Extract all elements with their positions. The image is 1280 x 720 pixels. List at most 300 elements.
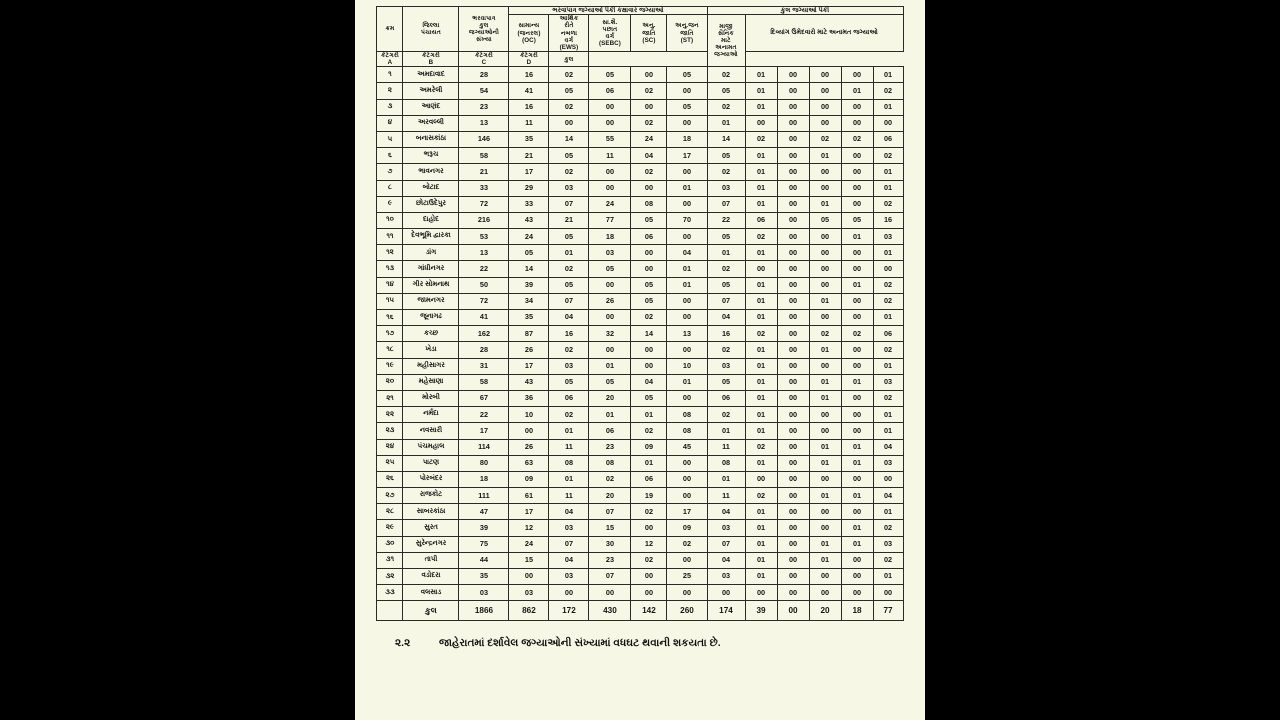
cell-exserviceman: 174 xyxy=(707,601,745,621)
cell-sebc: 02 xyxy=(589,471,631,487)
cell-sr: ૧૧ xyxy=(377,229,403,245)
cell-pwd-total: 01 xyxy=(873,310,903,326)
cell-district: આણંદ xyxy=(403,99,459,115)
cell-cat-a: 01 xyxy=(745,83,777,99)
cell-district: મહીસાગર xyxy=(403,358,459,374)
cell-ews: 08 xyxy=(549,455,589,471)
cell-exserviceman: 05 xyxy=(707,277,745,293)
cell-oc: 26 xyxy=(509,342,549,358)
cell-st: 17 xyxy=(667,504,707,520)
cell-pwd-total: 02 xyxy=(873,552,903,568)
cell-oc: 21 xyxy=(509,148,549,164)
header-ews xyxy=(549,15,589,52)
header-cat-a xyxy=(377,51,403,66)
cell-cat-a: 01 xyxy=(745,196,777,212)
table-row xyxy=(377,83,903,99)
cell-st: 00 xyxy=(667,196,707,212)
cell-district: નવસારી xyxy=(403,423,459,439)
header-ews-line4: વર્ગ xyxy=(564,36,574,44)
header-district-line1: જિલ્લા xyxy=(422,21,440,29)
cell-st: 00 xyxy=(667,552,707,568)
cell-oc: 35 xyxy=(509,131,549,147)
cell-ews: 04 xyxy=(549,504,589,520)
header-cat-c-line2: C xyxy=(481,59,487,67)
cell-total-posts: 22 xyxy=(459,261,509,277)
cell-total-posts: 146 xyxy=(459,131,509,147)
table-row xyxy=(377,569,903,585)
cell-cat-c: 20 xyxy=(809,601,841,621)
header-st-line1: અનુ.જન xyxy=(675,22,699,30)
cell-sebc: 05 xyxy=(589,374,631,390)
header-cat-b xyxy=(403,51,459,66)
cell-cat-b: 00 xyxy=(777,196,809,212)
cell-cat-a: 02 xyxy=(745,229,777,245)
cell-pwd-total: 04 xyxy=(873,439,903,455)
cell-oc: 00 xyxy=(509,569,549,585)
cell-pwd-total: 03 xyxy=(873,374,903,390)
cell-district: સાબરકાંઠા xyxy=(403,504,459,520)
cell-oc: 41 xyxy=(509,83,549,99)
cell-sebc: 30 xyxy=(589,536,631,552)
cell-total-posts: 114 xyxy=(459,439,509,455)
cell-cat-a: 01 xyxy=(745,180,777,196)
cell-oc: 24 xyxy=(509,536,549,552)
table-body xyxy=(377,67,903,621)
cell-total-posts: 31 xyxy=(459,358,509,374)
cell-sc: 05 xyxy=(631,390,667,406)
cell-total-posts: 17 xyxy=(459,423,509,439)
cell-cat-d: 00 xyxy=(841,390,873,406)
cell-exserviceman: 03 xyxy=(707,358,745,374)
cell-sc: 00 xyxy=(631,245,667,261)
cell-cat-a: 01 xyxy=(745,520,777,536)
cell-district: જૂનાગઢ xyxy=(403,310,459,326)
header-sc-line1: અનુ. xyxy=(642,22,656,30)
cell-st: 08 xyxy=(667,407,707,423)
cell-sc: 12 xyxy=(631,536,667,552)
cell-exserviceman: 04 xyxy=(707,310,745,326)
cell-total-posts: 41 xyxy=(459,310,509,326)
cell-ews: 02 xyxy=(549,99,589,115)
cell-sebc: 00 xyxy=(589,342,631,358)
cell-pwd-total: 04 xyxy=(873,488,903,504)
cell-oc: 87 xyxy=(509,326,549,342)
cell-cat-c: 01 xyxy=(809,488,841,504)
cell-cat-d: 00 xyxy=(841,552,873,568)
cell-sc: 24 xyxy=(631,131,667,147)
header-sebc-line3: વર્ગ xyxy=(605,33,615,41)
cell-ews: 02 xyxy=(549,261,589,277)
header-ex-line1: માજી xyxy=(719,22,733,30)
cell-district: છોટાઉદેપુર xyxy=(403,196,459,212)
cell-ews: 07 xyxy=(549,536,589,552)
cell-sr: ૨૫ xyxy=(377,455,403,471)
cell-pwd-total: 03 xyxy=(873,455,903,471)
cell-sc: 00 xyxy=(631,67,667,83)
cell-sebc: 00 xyxy=(589,585,631,601)
cell-oc: 29 xyxy=(509,180,549,196)
cell-oc: 17 xyxy=(509,358,549,374)
cell-district: જામનગર xyxy=(403,293,459,309)
cell-sr: ૨૬ xyxy=(377,471,403,487)
cell-cat-a: 00 xyxy=(745,261,777,277)
cell-district: પાટણ xyxy=(403,455,459,471)
table-row xyxy=(377,115,903,131)
cell-ews: 03 xyxy=(549,569,589,585)
header-total-line4: સંખ્યા xyxy=(476,36,492,44)
cell-exserviceman: 04 xyxy=(707,504,745,520)
cell-st: 05 xyxy=(667,99,707,115)
cell-sr: ૧૪ xyxy=(377,277,403,293)
table-row xyxy=(377,342,903,358)
cell-st: 00 xyxy=(667,471,707,487)
cell-cat-b: 00 xyxy=(777,277,809,293)
table-row xyxy=(377,293,903,309)
cell-sr: ૧ xyxy=(377,67,403,83)
header-oc-line3: (OC) xyxy=(522,36,536,44)
header-pwd-group: દિવ્યાંગ ઉમેદવારો માટે અનામત જગ્યાઓ xyxy=(745,15,903,52)
cell-oc: 03 xyxy=(509,585,549,601)
cell-sr: ૪ xyxy=(377,115,403,131)
cell-exserviceman: 01 xyxy=(707,245,745,261)
cell-total-posts: 50 xyxy=(459,277,509,293)
cell-cat-c: 01 xyxy=(809,390,841,406)
cell-cat-d: 00 xyxy=(841,407,873,423)
header-total-posts xyxy=(459,7,509,52)
cell-cat-b: 00 xyxy=(777,164,809,180)
cell-cat-c: 01 xyxy=(809,342,841,358)
table-row xyxy=(377,326,903,342)
cell-exserviceman: 11 xyxy=(707,439,745,455)
cell-st: 45 xyxy=(667,439,707,455)
cell-cat-b: 00 xyxy=(777,261,809,277)
cell-ews: 02 xyxy=(549,407,589,423)
cell-cat-b: 00 xyxy=(777,115,809,131)
cell-sebc: 20 xyxy=(589,488,631,504)
cell-sebc: 07 xyxy=(589,504,631,520)
cell-pwd-total: 00 xyxy=(873,115,903,131)
table-row xyxy=(377,552,903,568)
cell-sebc: 01 xyxy=(589,407,631,423)
cell-cat-c: 00 xyxy=(809,180,841,196)
table-row xyxy=(377,358,903,374)
cell-total-posts: 13 xyxy=(459,115,509,131)
cell-total-posts: 1866 xyxy=(459,601,509,621)
cell-st: 00 xyxy=(667,390,707,406)
cell-cat-c: 00 xyxy=(809,504,841,520)
cell-cat-b: 00 xyxy=(777,310,809,326)
cell-cat-b: 00 xyxy=(777,131,809,147)
cell-ews: 14 xyxy=(549,131,589,147)
header-row-3 xyxy=(377,51,903,66)
cell-st: 00 xyxy=(667,488,707,504)
cell-exserviceman: 00 xyxy=(707,585,745,601)
cell-cat-c: 02 xyxy=(809,131,841,147)
cell-sc: 00 xyxy=(631,569,667,585)
cell-exserviceman: 01 xyxy=(707,115,745,131)
cell-cat-b: 00 xyxy=(777,536,809,552)
cell-total-posts: 22 xyxy=(459,407,509,423)
header-cat-b-line2: B xyxy=(428,59,434,67)
cell-oc: 17 xyxy=(509,504,549,520)
cell-st: 09 xyxy=(667,520,707,536)
cell-pwd-total: 16 xyxy=(873,212,903,228)
cell-cat-a: 01 xyxy=(745,504,777,520)
header-cat-a-line1: કેટેગરી xyxy=(381,51,399,59)
header-sebc-line1: સા.શૈ. xyxy=(602,18,618,26)
cell-cat-a: 01 xyxy=(745,245,777,261)
cell-cat-a: 01 xyxy=(745,423,777,439)
cell-sebc: 23 xyxy=(589,439,631,455)
cell-sr: ૩૦ xyxy=(377,536,403,552)
cell-pwd-total: 06 xyxy=(873,326,903,342)
cell-sr: ૩ xyxy=(377,99,403,115)
cell-total-posts: 58 xyxy=(459,374,509,390)
cell-sc: 02 xyxy=(631,115,667,131)
cell-district: પંચમહાલ xyxy=(403,439,459,455)
cell-cat-d: 00 xyxy=(841,99,873,115)
header-sc-line3: (SC) xyxy=(642,36,656,44)
cell-sebc: 23 xyxy=(589,552,631,568)
cell-cat-d: 00 xyxy=(841,261,873,277)
cell-cat-a: 39 xyxy=(745,601,777,621)
cell-ews: 00 xyxy=(549,115,589,131)
cell-cat-a: 01 xyxy=(745,358,777,374)
cell-pwd-total: 02 xyxy=(873,196,903,212)
cell-ews: 03 xyxy=(549,520,589,536)
cell-exserviceman: 05 xyxy=(707,374,745,390)
cell-cat-c: 00 xyxy=(809,585,841,601)
cell-sr: ૧૬ xyxy=(377,310,403,326)
cell-cat-b: 00 xyxy=(777,569,809,585)
cell-district: સુરેન્દ્રનગર xyxy=(403,536,459,552)
cell-cat-c: 00 xyxy=(809,277,841,293)
cell-cat-c: 01 xyxy=(809,196,841,212)
cell-sebc: 00 xyxy=(589,277,631,293)
cell-st: 00 xyxy=(667,229,707,245)
cell-oc: 11 xyxy=(509,115,549,131)
cell-total-posts: 75 xyxy=(459,536,509,552)
cell-cat-d: 00 xyxy=(841,310,873,326)
cell-cat-a: 01 xyxy=(745,407,777,423)
cell-sebc: 00 xyxy=(589,310,631,326)
cell-cat-d: 01 xyxy=(841,488,873,504)
cell-exserviceman: 11 xyxy=(707,488,745,504)
cell-pwd-total: 03 xyxy=(873,536,903,552)
cell-pwd-total: 01 xyxy=(873,245,903,261)
cell-cat-b: 00 xyxy=(777,407,809,423)
cell-exserviceman: 05 xyxy=(707,83,745,99)
cell-cat-c: 00 xyxy=(809,358,841,374)
header-total-line3: જગ્યાઓની xyxy=(468,28,500,36)
cell-cat-d: 00 xyxy=(841,196,873,212)
header-exserviceman xyxy=(707,15,745,67)
cell-oc: 17 xyxy=(509,164,549,180)
cell-pwd-total: 02 xyxy=(873,520,903,536)
table-row xyxy=(377,212,903,228)
cell-total-posts: 162 xyxy=(459,326,509,342)
cell-oc: 43 xyxy=(509,374,549,390)
cell-cat-a: 01 xyxy=(745,569,777,585)
cell-cat-a: 02 xyxy=(745,131,777,147)
cell-oc: 35 xyxy=(509,310,549,326)
cell-cat-b: 00 xyxy=(777,212,809,228)
cell-pwd-total: 00 xyxy=(873,261,903,277)
cell-pwd-total: 01 xyxy=(873,99,903,115)
cell-exserviceman: 02 xyxy=(707,407,745,423)
cell-cat-d: 02 xyxy=(841,326,873,342)
header-sebc-line2: પછાત xyxy=(602,26,618,34)
table-row xyxy=(377,180,903,196)
cell-district: ગાંધીનગર xyxy=(403,261,459,277)
cell-sebc: 11 xyxy=(589,148,631,164)
cell-district: બનાસકાંઠા xyxy=(403,131,459,147)
cell-district: પોરબંદર xyxy=(403,471,459,487)
cell-sr: ૨૪ xyxy=(377,439,403,455)
cell-sebc: 05 xyxy=(589,67,631,83)
cell-ews: 01 xyxy=(549,423,589,439)
cell-sr: ૧૦ xyxy=(377,212,403,228)
table-row xyxy=(377,196,903,212)
cell-oc: 43 xyxy=(509,212,549,228)
cell-st: 00 xyxy=(667,115,707,131)
cell-cat-b: 00 xyxy=(777,293,809,309)
cell-ews: 16 xyxy=(549,326,589,342)
cell-cat-a: 02 xyxy=(745,488,777,504)
cell-oc: 16 xyxy=(509,67,549,83)
cell-st: 00 xyxy=(667,342,707,358)
cell-cat-a: 01 xyxy=(745,67,777,83)
cell-sr: ૫ xyxy=(377,131,403,147)
cell-cat-c: 00 xyxy=(809,310,841,326)
cell-sc: 02 xyxy=(631,164,667,180)
cell-st: 25 xyxy=(667,569,707,585)
cell-exserviceman: 14 xyxy=(707,131,745,147)
header-ews-line2: રીતે xyxy=(564,22,574,30)
cell-cat-c: 00 xyxy=(809,569,841,585)
footnote-text: જાહેરાતમાં દર્શાવેલ જગ્યાઓની સંખ્યામાં વધઘટ થવાની શકયતા છે. xyxy=(439,637,721,650)
header-ex-line5: જગ્યાઓ xyxy=(714,51,738,59)
cell-cat-b: 00 xyxy=(777,229,809,245)
cell-cat-b: 00 xyxy=(777,374,809,390)
cell-total-posts: 03 xyxy=(459,585,509,601)
header-sr: ક્રમ xyxy=(377,7,403,52)
cell-sc: 00 xyxy=(631,180,667,196)
cell-sebc: 06 xyxy=(589,83,631,99)
cell-exserviceman: 03 xyxy=(707,520,745,536)
cell-district: કુલ xyxy=(403,601,459,621)
cell-cat-d: 00 xyxy=(841,569,873,585)
table-total-row xyxy=(377,601,903,621)
cell-pwd-total: 01 xyxy=(873,67,903,83)
cell-sebc: 03 xyxy=(589,245,631,261)
cell-cat-a: 01 xyxy=(745,536,777,552)
header-sc-line2: જાતિ xyxy=(642,29,656,37)
header-ews-line1: આર્થિક xyxy=(559,15,579,23)
cell-sr: ૧૩ xyxy=(377,261,403,277)
cell-district: વડોદરા xyxy=(403,569,459,585)
cell-cat-a: 02 xyxy=(745,326,777,342)
table-row xyxy=(377,164,903,180)
cell-ews: 11 xyxy=(549,488,589,504)
cell-cat-b: 00 xyxy=(777,245,809,261)
cell-exserviceman: 01 xyxy=(707,471,745,487)
cell-sc: 00 xyxy=(631,342,667,358)
header-st-line3: (ST) xyxy=(680,36,694,44)
cell-cat-c: 05 xyxy=(809,212,841,228)
cell-exserviceman: 02 xyxy=(707,261,745,277)
header-sc xyxy=(631,15,667,52)
cell-cat-b: 00 xyxy=(777,455,809,471)
cell-sr: ૧૯ xyxy=(377,358,403,374)
cell-ews: 02 xyxy=(549,164,589,180)
cell-oc: 05 xyxy=(509,245,549,261)
cell-ews: 172 xyxy=(549,601,589,621)
table-row xyxy=(377,455,903,471)
cell-oc: 00 xyxy=(509,423,549,439)
cell-district: કચ્છ xyxy=(403,326,459,342)
cell-sr: ૨૧ xyxy=(377,390,403,406)
cell-cat-c: 00 xyxy=(809,99,841,115)
cell-sebc: 430 xyxy=(589,601,631,621)
cell-cat-b: 00 xyxy=(777,488,809,504)
cell-sc: 01 xyxy=(631,407,667,423)
cell-pwd-total: 01 xyxy=(873,569,903,585)
cell-total-posts: 67 xyxy=(459,390,509,406)
cell-cat-c: 00 xyxy=(809,83,841,99)
cell-st: 70 xyxy=(667,212,707,228)
cell-sr: ૨૦ xyxy=(377,374,403,390)
cell-sc: 04 xyxy=(631,374,667,390)
cell-st: 01 xyxy=(667,180,707,196)
cell-pwd-total: 06 xyxy=(873,131,903,147)
cell-exserviceman: 05 xyxy=(707,229,745,245)
cell-exserviceman: 07 xyxy=(707,293,745,309)
cell-sebc: 32 xyxy=(589,326,631,342)
cell-oc: 09 xyxy=(509,471,549,487)
cell-pwd-total: 01 xyxy=(873,164,903,180)
cell-cat-c: 01 xyxy=(809,455,841,471)
cell-exserviceman: 06 xyxy=(707,390,745,406)
cell-sc: 00 xyxy=(631,261,667,277)
cell-total-posts: 18 xyxy=(459,471,509,487)
cell-sebc: 00 xyxy=(589,180,631,196)
table-row xyxy=(377,488,903,504)
header-cat-b-line1: કેટેગરી xyxy=(422,51,440,59)
table-row xyxy=(377,536,903,552)
table-row xyxy=(377,261,903,277)
cell-st: 01 xyxy=(667,261,707,277)
cell-district: નર્મદા xyxy=(403,407,459,423)
cell-cat-a: 00 xyxy=(745,471,777,487)
header-ews-line5: (EWS) xyxy=(559,43,579,51)
cell-cat-c: 00 xyxy=(809,229,841,245)
cell-cat-b: 00 xyxy=(777,67,809,83)
header-ews-line3: નબળા xyxy=(560,29,578,37)
cell-cat-d: 01 xyxy=(841,439,873,455)
cell-sr: ૨૯ xyxy=(377,520,403,536)
cell-ews: 05 xyxy=(549,277,589,293)
header-district-line2: પંચાયત xyxy=(420,28,441,36)
cell-total-posts: 54 xyxy=(459,83,509,99)
cell-ews: 07 xyxy=(549,293,589,309)
cell-pwd-total: 01 xyxy=(873,180,903,196)
cell-cat-a: 00 xyxy=(745,585,777,601)
table-row xyxy=(377,245,903,261)
vacancy-table xyxy=(376,6,903,621)
cell-cat-d: 01 xyxy=(841,83,873,99)
cell-sebc: 18 xyxy=(589,229,631,245)
